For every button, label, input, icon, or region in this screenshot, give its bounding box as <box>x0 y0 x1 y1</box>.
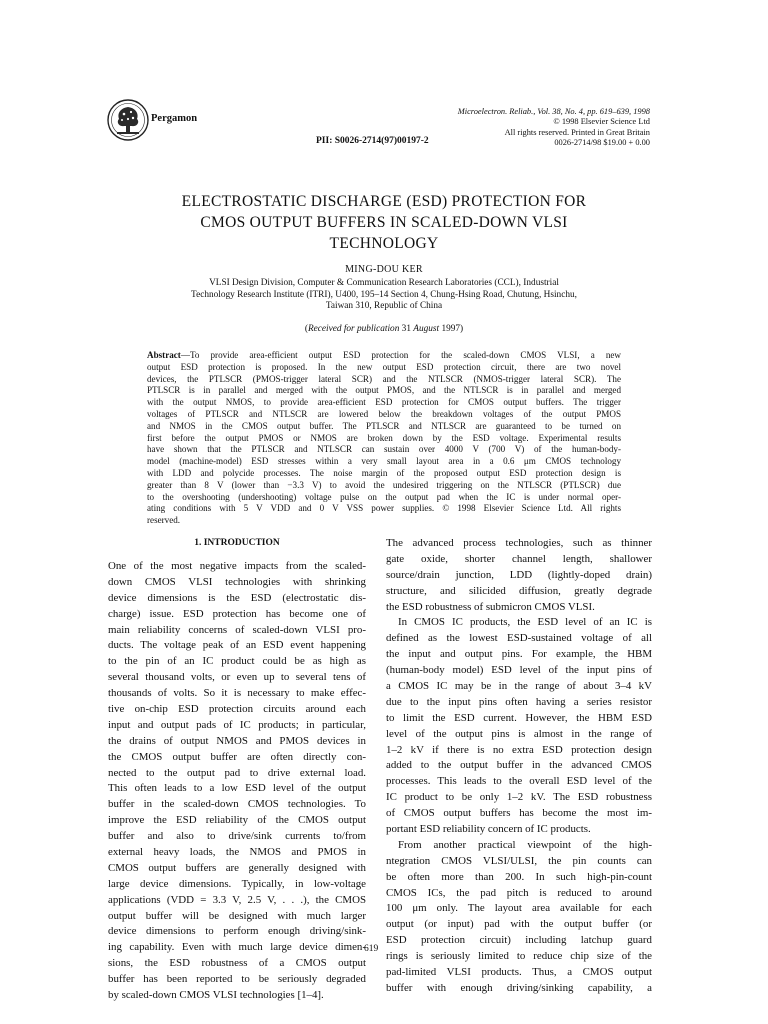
issn-price-line: 0026-2714/98 $19.00 + 0.00 <box>554 137 650 147</box>
received-date: (Received for publication 31 August 1997) <box>304 324 464 334</box>
abstract-line: reserved. <box>147 515 181 526</box>
body-text-line: rings is seriously limited to reduce chip size of the <box>386 950 652 963</box>
body-text-line: of CMOS output buffers has become the most im- <box>386 807 652 820</box>
body-text-line: the ESD robustness of submicron CMOS VLSI. <box>386 600 595 613</box>
body-text-line: down CMOS VLSI technologies with shrinking <box>108 575 366 588</box>
page-number: 619 <box>364 944 379 954</box>
body-text-line: processes. This leads to the overall ESD level of the <box>386 775 652 788</box>
abstract-line: greater than 8 V (lower than −3.3 V) to avoid the undesired triggering on the NTLSCR (PTLSCR) due <box>147 479 621 490</box>
body-text-line: main reliability concerns of scaled-down VLSI pro- <box>108 623 366 636</box>
body-text-line: From another practical viewpoint of the high- <box>398 838 652 851</box>
body-text-line: sions, the ESD robustness of a CMOS output <box>108 957 366 970</box>
body-text-line: improve the ESD reliability of the CMOS output <box>108 814 366 827</box>
body-text-line: output (or input) pad with the output buffer (or <box>386 918 652 931</box>
body-text-line: The advanced process technologies, such as thinner <box>386 537 652 549</box>
body-text-line: large device dimensions. Typically, in low-voltage <box>108 877 366 890</box>
body-text-line: to limit the ESD current. However, the HBM ESD <box>386 711 652 724</box>
abstract-line: with the output NMOS, to provide area-efficient ESD protection for CMOS output buffers. The trigger <box>147 397 621 408</box>
abstract-line: ating conditions with 5 V VDD and 0 V VSS power supplies. © 1998 Elsevier Science Ltd. All rights <box>147 503 621 514</box>
body-text-line: buffer with enough driving/sinking capability, a <box>386 981 652 994</box>
body-text-line: thousands of volts. So it is necessary to make effec- <box>108 687 366 700</box>
title-line: CMOS OUTPUT BUFFERS IN SCALED-DOWN VLSI <box>200 214 568 231</box>
abstract-line: PTLSCR is in parallel and merged with the output PMOS, and the NTLSCR is in parallel and merged <box>147 385 621 396</box>
abstract-body <box>147 362 621 527</box>
body-text-line: level of the output pins is almost in the range of <box>386 727 652 740</box>
body-text-line: CMOS ICs, the pad pitch is reduced to around <box>386 886 652 899</box>
body-text-line: CMOS output buffers are generally designed with <box>108 861 366 874</box>
abstract-line: model (machine-model) ESD stresses within a very small layout area in a 0.6 μm CMOS technology <box>147 456 621 467</box>
abstract-line: to the overshooting (undershooting) voltage pulse on the output pad when the IC is under normal oper- <box>147 491 621 502</box>
received-month: August <box>413 324 440 334</box>
body-text-line: 1–2 kV if there is no extra ESD protection design <box>386 743 652 756</box>
body-text-line: external heavy loads, the NMOS and PMOS in <box>108 846 366 859</box>
body-text-line: source/drain junction, LDD (lightly-doped drain) <box>386 568 652 581</box>
body-text-line: ntegration CMOS VLSI/ULSI, the pin counts can <box>386 854 652 867</box>
body-text-line: IC product to be only 1–2 kV. The ESD robustness <box>386 791 652 804</box>
abstract-line: have shown that the PTLSCR and NTLSCR can sustain over 4000 V (700 V) of the human-body- <box>147 444 621 455</box>
body-text-line: This often leads to a low ESD level of the output <box>108 782 366 795</box>
body-text-line: portant ESD reliability concern of IC products. <box>386 823 591 836</box>
body-text-line: One of the most negative impacts from the scaled- <box>108 560 366 572</box>
body-text-line: tive on-chip ESD protection circuits around each <box>108 703 366 716</box>
body-text-line: ducts. The voltage peak of an ESD event happening <box>108 639 366 652</box>
body-text-line: charge) issue. ESD protection has become one of <box>108 607 366 620</box>
left-column-text <box>108 559 366 1004</box>
pii-identifier: PII: S0026-2714(97)00197-2 <box>316 136 429 146</box>
title-line: ELECTROSTATIC DISCHARGE (ESD) PROTECTION FOR <box>181 193 587 210</box>
body-text-line: output buffer will be designed with much larger <box>108 909 366 922</box>
section-heading: 1. INTRODUCTION <box>194 538 280 548</box>
publisher-logo-emblem <box>106 98 150 142</box>
publisher-name: Pergamon <box>151 113 198 124</box>
abstract-label: Abstract <box>147 350 181 360</box>
body-text-line: applications (VDD = 3.3 V, 2.5 V, . . .), the CMOS <box>108 893 366 906</box>
journal-line: Microelectron. Reliab., Vol. 38, No. 4, pp. 619–639, 1998 <box>457 107 650 116</box>
affiliation-line: VLSI Design Division, Computer & Communication Research Laboratories (CCL), Industrial <box>209 278 559 288</box>
body-text-line: device dimensions is the ESD (electrostatic dis- <box>108 591 366 604</box>
rights-line: All rights reserved. Printed in Great Britain <box>504 127 650 137</box>
copyright-line: © 1998 Elsevier Science Ltd <box>553 117 650 127</box>
body-text-line: to the pin of an IC product could be as high as <box>108 655 366 668</box>
body-text-line: input and output pads of IC products; in particular, <box>108 718 366 731</box>
abstract-line: with LDD and polycide processes. The noise margin of the proposed output ESD protection design is <box>147 467 621 478</box>
body-text-line: ESD protection circuit) including latchup guard <box>386 934 652 947</box>
body-text-line: the input and output pins. For example, the HBM <box>386 648 652 661</box>
abstract-line: and NMOS in the CMOS output buffer. The PTLSCR and NTLSCR are guaranteed to be turned on <box>147 420 621 431</box>
body-text-line: structure, and silicided diffusion, greatly degrade <box>386 584 652 597</box>
affiliation-line: Technology Research Institute (ITRI), U400, 195–14 Section 4, Chung-Hsing Road, Chutung, Hsinchu, <box>191 289 577 300</box>
title-line: TECHNOLOGY <box>329 235 439 252</box>
body-text-line: added to the output buffer in the advanced CMOS <box>386 759 652 772</box>
paper-title <box>130 191 638 254</box>
abstract-line: Abstract—To provide area-efficient output ESD protection for the scaled-down CMOS VLSI, a new <box>147 350 621 360</box>
received-label: Received for publication <box>307 324 400 334</box>
abstract-line: voltages of PTLSCR and NTLSCR are lowered below the breakdown voltages of the output PMOS <box>147 408 621 419</box>
body-text-line: defined as the lowest ESD-sustained voltage of all <box>386 632 652 645</box>
body-text-line: nected to the output pad to drive external load. <box>108 766 366 779</box>
body-text-line: 100 μm only. The layout area available for each <box>386 902 652 915</box>
abstract-line: devices, the PTLSCR (PMOS-trigger lateral SCR) and the NTLSCR (NMOS-trigger lateral SCR). The <box>147 373 621 384</box>
body-text-line: buffer in the scaled-down CMOS technologies. To <box>108 798 366 811</box>
body-text-line: In CMOS IC products, the ESD level of an IC is <box>398 616 652 629</box>
affiliation-line: Taiwan 310, Republic of China <box>325 301 443 311</box>
right-column-text <box>386 536 652 997</box>
body-text-line: buffer and also to drive/sink currents to/from <box>108 830 366 843</box>
body-text-line: gate oxide, shorter channel length, shallower <box>386 552 652 565</box>
abstract-line: first before the output PMOS or NMOS are broken down by the ESD voltage. Experimental results <box>147 432 621 443</box>
body-text-line: be often more than 200. In such high-pin-count <box>386 870 652 883</box>
author-affiliation <box>110 278 658 313</box>
body-text-line: due to the input pins often having a series resistor <box>386 695 652 708</box>
body-text-line: several thousand volts, or even up to several tens of <box>108 671 366 684</box>
body-text-line: pad-limited VLSI products. Thus, a CMOS output <box>386 966 652 979</box>
author-name: MING-DOU KER <box>345 264 423 275</box>
body-text-line: device dimensions to perform enough driving/sink- <box>108 925 366 938</box>
abstract <box>147 350 621 527</box>
body-text-line: the drains of output NMOS and PMOS devices in <box>108 734 366 747</box>
body-text-line: a CMOS IC may be in the range of about 3–4 kV <box>386 680 652 693</box>
body-text-line: by scaled-down CMOS VLSI technologies [1–4]. <box>108 989 324 1002</box>
body-text-line: ing capability. Even with much large device dimen- <box>108 941 366 954</box>
body-text-line: the CMOS output buffer are often directly con- <box>108 750 366 763</box>
abstract-line: output ESD protection is proposed. In the new output ESD protection circuit, there are two novel <box>147 361 621 372</box>
body-text-line: (human-body model) ESD level of the input pins of <box>386 664 652 677</box>
body-text-line: buffer has been reported to be seriously degraded <box>108 973 366 986</box>
